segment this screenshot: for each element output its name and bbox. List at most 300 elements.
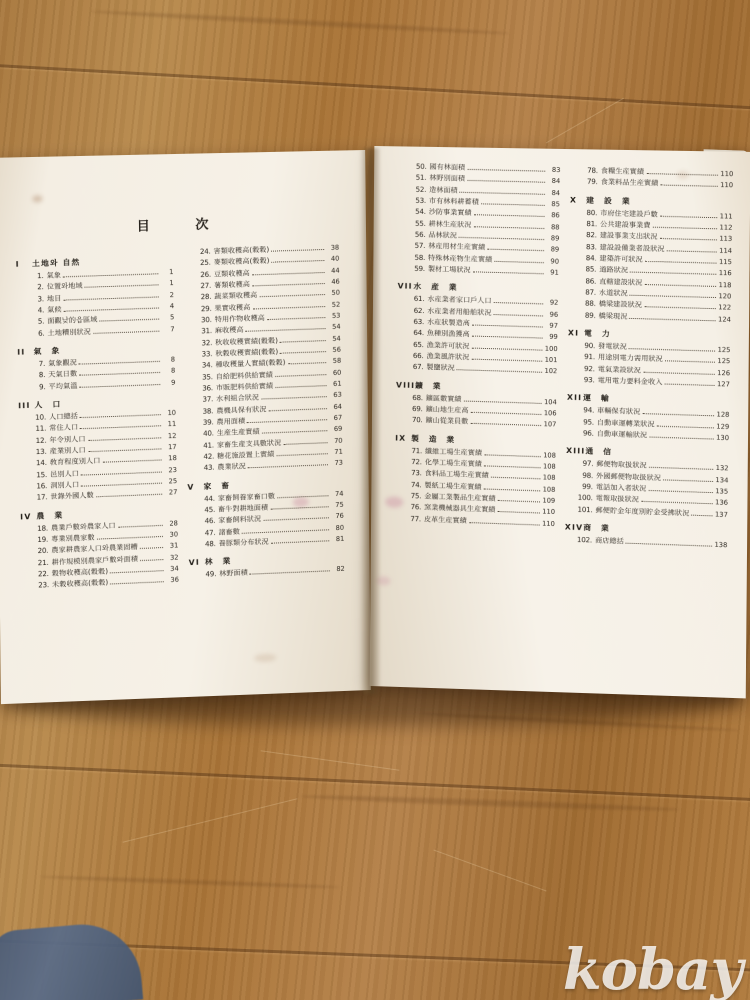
toc-entry-number: 47. — [204, 528, 216, 537]
toc-entry-number: 9. — [38, 382, 46, 391]
toc-entry-number: 26. — [200, 270, 212, 279]
toc-entry-number: 94. — [583, 406, 595, 415]
toc-entry-page: 64 — [333, 402, 343, 411]
toc-leader-dots — [645, 260, 717, 264]
toc-entry-page: 50 — [331, 288, 341, 298]
toc-leader-dots — [271, 248, 324, 252]
toc-entry-number: 89. — [584, 311, 596, 320]
toc-entry-label: 農業狀況 — [217, 462, 247, 472]
toc-entry-label: 食業料品生産實績 — [600, 178, 659, 188]
toc-leader-dots — [85, 284, 159, 288]
toc-entry-label: 郵便物取扱狀況 — [596, 460, 647, 470]
toc-leader-dots — [626, 542, 712, 547]
toc-entry-label: 郵便貯金年度別貯金受拂狀況 — [595, 505, 690, 518]
toc-leader-dots — [691, 513, 712, 516]
toc-entry-label: 造林面積 — [429, 185, 458, 195]
toc-entry-page: 63 — [333, 390, 342, 400]
toc-section-roman: VII — [397, 281, 413, 292]
toc-entry-label: 邑別人口 — [49, 469, 80, 479]
toc-section-name: 建 設 業 — [586, 195, 631, 206]
toc-leader-dots — [268, 407, 327, 411]
toc-entry-page: 8 — [170, 366, 176, 375]
toc-entry-page: 126 — [717, 368, 731, 377]
toc-entry-label: 食糧生産實績 — [600, 166, 645, 177]
toc-entry-page: 36 — [170, 575, 179, 585]
toc-entry-number: 29. — [200, 304, 212, 313]
toc-entry-number: 73. — [411, 469, 422, 478]
toc-entry-number: 11. — [35, 424, 47, 434]
toc-section-roman: IV — [20, 511, 32, 522]
toc-leader-dots — [484, 464, 541, 468]
toc-entry-label: 橋梁現況 — [598, 311, 628, 321]
toc-entry-page: 5 — [169, 313, 175, 322]
toc-entry-number: 39. — [202, 418, 214, 427]
toc-entry-page: 61 — [333, 379, 342, 388]
toc-entry-label: 建設事業支出狀況 — [599, 231, 658, 242]
toc-entry-number: 87. — [585, 288, 597, 297]
toc-entry-number: 12. — [35, 436, 47, 445]
toc-entry-page: 108 — [543, 450, 556, 460]
toc-entry-label: 家畜生産支具數狀況 — [216, 438, 282, 449]
toc-entry-page: 83 — [551, 165, 561, 175]
toc-entry-label: 水産業者家口戶人口 — [427, 295, 492, 306]
toc-entry-page: 28 — [169, 518, 178, 528]
toc-entry-page: 110 — [542, 519, 555, 528]
book-gutter — [360, 148, 380, 694]
toc-section-roman: I — [15, 259, 20, 269]
toc-entry-page: 89 — [550, 234, 560, 243]
toc-entry-page: 101 — [544, 355, 558, 365]
toc-entry-label: 常住人口 — [49, 423, 79, 433]
toc-entry-page: 129 — [716, 422, 730, 431]
toc-entry-label: 橋梁建設狀況 — [598, 300, 643, 310]
toc-entry-number: 95. — [583, 417, 594, 427]
toc-leader-dots — [283, 441, 327, 445]
toc-entry-number: 32. — [201, 338, 213, 347]
toc-leader-dots — [262, 429, 328, 433]
toc-entry-label: 果實收穫高 — [214, 303, 251, 313]
toc-entry-number: 23. — [38, 581, 50, 590]
toc-leader-dots — [276, 452, 327, 456]
toc-leader-dots — [463, 399, 541, 403]
left-page-column-2 — [183, 243, 345, 586]
toc-entry-page: 112 — [719, 223, 733, 232]
paper-stain — [32, 195, 42, 202]
toc-entry-page: 113 — [719, 234, 733, 244]
toc-entry-page: 107 — [543, 420, 557, 429]
toc-entry-page: 54 — [332, 322, 341, 332]
toc-leader-dots — [261, 395, 327, 399]
toc-entry-number: 91. — [584, 353, 595, 362]
toc-entry-label: 麥類收穫高(穀穀) — [213, 257, 270, 267]
toc-leader-dots — [470, 411, 541, 415]
toc-entry-number: 58. — [414, 253, 426, 262]
toc-section-name: 通 信 — [585, 446, 613, 457]
toc-entry-label: 自動車運轉業狀況 — [596, 418, 655, 429]
toc-entry-page: 34 — [170, 564, 179, 573]
toc-leader-dots — [667, 249, 717, 252]
toc-leader-dots — [252, 305, 325, 309]
left-page — [0, 150, 371, 704]
toc-leader-dots — [242, 528, 329, 533]
toc-section-name: 氣 象 — [33, 346, 61, 357]
toc-entry-page: 99 — [549, 333, 558, 342]
toc-entry-number: 80. — [586, 208, 598, 217]
toc-entry-number: 78. — [587, 166, 598, 175]
toc-leader-dots — [63, 272, 158, 277]
toc-entry-page: 124 — [718, 314, 732, 324]
toc-leader-dots — [630, 271, 716, 275]
toc-entry-label: 土地糟別狀況 — [47, 327, 92, 338]
toc-entry-page: 8 — [170, 355, 176, 364]
toc-entry-page: 7 — [170, 324, 175, 333]
toc-leader-dots — [457, 368, 542, 373]
toc-entry-label: 穀物收穫高(穀穀) — [51, 567, 109, 578]
toc-entry-page: 82 — [336, 564, 345, 574]
toc-leader-dots — [473, 270, 544, 274]
toc-entry-page: 90 — [550, 256, 560, 266]
toc-entry-number: 44. — [204, 494, 215, 503]
toc-entry-page: 86 — [551, 211, 560, 220]
toc-entry-page: 40 — [330, 254, 340, 264]
toc-leader-dots — [280, 350, 326, 354]
toc-entry-number: 4. — [37, 306, 45, 315]
toc-entry-page: 92 — [549, 298, 559, 308]
paper-stain — [254, 653, 276, 662]
toc-entry-label: 鑛山地生産高 — [425, 405, 469, 415]
toc-entry-label: 家畜飼養家畜口數 — [217, 491, 276, 503]
toc-entry-label: 面觀낮的읍區域 — [47, 315, 98, 326]
toc-entry-label: 建築許可狀況 — [599, 254, 643, 264]
toc-entry-number: 3. — [37, 294, 44, 304]
toc-section-name: 運 輸 — [583, 393, 610, 404]
toc-entry-number: 72. — [411, 457, 422, 467]
toc-entry — [570, 177, 733, 192]
toc-leader-dots — [474, 213, 545, 217]
toc-entry-page: 110 — [542, 507, 556, 517]
toc-leader-dots — [472, 323, 543, 327]
toc-leader-dots — [263, 517, 329, 522]
toc-entry-number: 76. — [410, 503, 422, 512]
toc-leader-dots — [271, 539, 330, 543]
toc-entry-label: 用途別電力需用狀況 — [597, 353, 663, 364]
toc-entry-label: 天氣日數 — [48, 370, 78, 380]
toc-entry-number: 67. — [412, 363, 424, 372]
toc-entry-page: 31 — [169, 541, 179, 551]
toc-leader-dots — [473, 225, 544, 229]
toc-leader-dots — [470, 422, 541, 426]
toc-entry-label: 皮革生産實績 — [423, 515, 467, 525]
toc-entry-label: 家畜飼料狀況 — [218, 515, 262, 525]
table-scratch — [123, 798, 298, 843]
toc-entry-label: 種收穫量人實績(穀穀) — [215, 358, 286, 370]
toc-entry-page: 56 — [332, 345, 342, 354]
toc-entry-number: 34. — [201, 361, 213, 370]
toc-entry-number: 83. — [585, 242, 597, 252]
toc-entry-label: 窯業機械器具生産實績 — [424, 503, 496, 515]
toc-leader-dots — [657, 424, 714, 428]
toc-leader-dots — [665, 382, 715, 386]
toc-entry-number: 96. — [582, 429, 594, 438]
toc-entry-label: 食料品工場生産實績 — [424, 469, 489, 480]
toc-leader-dots — [641, 500, 713, 504]
toc-entry-label: 水産狀製造高 — [427, 318, 470, 328]
toc-entry-number: 64. — [413, 329, 424, 338]
toc-entry-label: 害類收穫高(穀穀) — [213, 245, 270, 256]
toc-entry-page: 128 — [716, 410, 730, 420]
toc-section-name: 人 口 — [34, 399, 62, 410]
toc-leader-dots — [275, 384, 326, 388]
toc-entry-number: 97. — [582, 459, 594, 469]
toc-entry-number: 99. — [582, 482, 593, 492]
toc-entry-page: 91 — [550, 268, 559, 277]
toc-entry-page: 67 — [333, 413, 343, 422]
toc-leader-dots — [665, 360, 715, 363]
toc-leader-dots — [247, 418, 327, 423]
toc-entry-label: 沙防事業實績 — [428, 208, 472, 218]
toc-entry-label: 産業別人口 — [49, 446, 86, 456]
toc-leader-dots — [644, 283, 716, 287]
table-scratch — [433, 850, 546, 892]
toc-entry-number: 1. — [37, 271, 44, 281]
toc-entry-label: 特殊林産物生産實績 — [428, 253, 493, 264]
toc-entry-label: 未穀收穫高(穀穀) — [51, 578, 109, 590]
toc-entry-page: 53 — [331, 311, 341, 320]
toc-leader-dots — [102, 459, 161, 463]
table-scratch — [261, 750, 400, 770]
toc-entry-label: 畜牛對耕地面積 — [218, 503, 269, 514]
toc-leader-dots — [469, 521, 540, 525]
toc-entry-label: 年令別人口 — [49, 434, 86, 445]
toc-entry-number: 6. — [38, 329, 45, 338]
toc-entry-page: 108 — [542, 462, 556, 471]
toc-leader-dots — [649, 466, 714, 470]
toc-entry-label: 水利組合狀況 — [216, 393, 260, 404]
toc-leader-dots — [140, 558, 163, 561]
toc-entry-number: 20. — [37, 546, 49, 556]
toc-leader-dots — [81, 470, 162, 475]
toc-entry-label: 豆類收穫高 — [213, 269, 250, 279]
toc-entry-label: 秋收收穫實績(穀穀) — [215, 336, 279, 347]
toc-entry-number: 69. — [412, 404, 423, 414]
toc-entry-page: 109 — [542, 496, 556, 505]
toc-entry-page: 127 — [716, 379, 730, 389]
toc-entry-number: 33. — [201, 349, 213, 359]
toc-entry-label: 林野別面積 — [429, 174, 466, 184]
toc-entry-number: 54. — [415, 208, 426, 217]
toc-entry-page: 89 — [550, 245, 560, 254]
toc-entry-label: 農用面積 — [216, 417, 246, 427]
toc-section-name: 水 産 業 — [413, 282, 458, 293]
toc-entry-label: 農家耕農家人口와農業固糟 — [51, 543, 138, 555]
toc-entry-page: 46 — [331, 277, 340, 286]
toc-leader-dots — [494, 301, 544, 304]
toc-leader-dots — [660, 184, 717, 187]
toc-leader-dots — [644, 305, 716, 309]
toc-entry-page: 114 — [719, 246, 733, 255]
toc-entry-label: 化學工場生産實績 — [424, 458, 482, 469]
toc-entry-page: 12 — [167, 431, 177, 440]
toc-entry-number: 21. — [37, 558, 49, 567]
toc-entry-label: 糖花施設置上實績 — [217, 450, 275, 461]
toc-entry-label: 製鹽狀況 — [426, 363, 455, 373]
toc-leader-dots — [80, 425, 161, 430]
toc-leader-dots — [493, 313, 543, 316]
toc-leader-dots — [497, 510, 539, 513]
toc-entry-number: 81. — [586, 219, 598, 229]
toc-leader-dots — [118, 523, 163, 527]
toc-entry-number: 18. — [37, 523, 49, 533]
toc-section-roman: X — [569, 195, 578, 205]
toc-entry-label: 諸畜數 — [218, 527, 241, 537]
toc-entry-page: 96 — [549, 310, 559, 319]
toc-leader-dots — [250, 570, 330, 575]
toc-entry-number: 14. — [35, 459, 47, 468]
toc-leader-dots — [484, 453, 541, 457]
toc-entry-page: 32 — [169, 553, 179, 562]
toc-entry-page: 100 — [544, 344, 558, 353]
toc-leader-dots — [100, 318, 160, 322]
toc-entry-page: 18 — [168, 454, 177, 463]
toc-leader-dots — [494, 259, 544, 262]
toc-entry-number: 19. — [37, 535, 49, 544]
toc-entry-page: 17 — [168, 442, 177, 452]
toc-entry-number: 24. — [199, 247, 211, 256]
toc-entry-page: 137 — [714, 509, 728, 519]
toc-section-roman: XII — [566, 392, 583, 403]
toc-entry-label: 水産業者用船舶狀況 — [427, 306, 492, 317]
toc-entry-number: 25. — [200, 258, 211, 268]
toc-entry-number: 7. — [38, 359, 46, 369]
toc-entry-number: 74. — [410, 480, 422, 489]
toc-section-roman: XIV — [564, 522, 584, 532]
wood-grain — [90, 9, 510, 36]
toc-entry-label: 車輛保有狀況 — [597, 406, 641, 417]
toc-entry-number: 31. — [201, 327, 213, 336]
toc-section-roman: III — [18, 400, 31, 411]
toc-entry-number: 56. — [414, 230, 426, 239]
toc-section-name: 家 畜 — [203, 480, 231, 491]
toc-entry-number: 98. — [582, 471, 594, 480]
toc-entry-label: 鑛區數實績 — [425, 393, 462, 404]
toc-entry-page: 84 — [551, 177, 561, 186]
toc-entry-number: 41. — [203, 441, 214, 450]
toc-leader-dots — [248, 463, 328, 468]
toc-leader-dots — [487, 248, 544, 251]
toc-leader-dots — [270, 505, 329, 509]
toc-entry-page: 125 — [717, 345, 731, 355]
toc-entry-page: 134 — [715, 475, 729, 485]
toc-entry-label: 自動車運輸狀況 — [596, 429, 648, 440]
toc-entry-number: 88. — [585, 299, 596, 309]
toc-entry-number: 30. — [201, 315, 212, 325]
toc-leader-dots — [481, 202, 545, 206]
toc-entry-page: 23 — [168, 465, 178, 474]
toc-section-roman: XI — [567, 328, 580, 338]
toc-entry-page: 1 — [169, 279, 174, 288]
toc-entry-page: 84 — [551, 188, 561, 197]
toc-entry-page: 81 — [335, 534, 345, 543]
toc-entry-label: 敎育程度別人口 — [49, 457, 101, 468]
toc-leader-dots — [272, 259, 325, 263]
toc-leader-dots — [80, 413, 161, 418]
toc-entry-number: 46. — [204, 517, 216, 526]
toc-entry-number: 53. — [415, 196, 427, 205]
toc-entry-number: 37. — [202, 395, 214, 404]
toc-entry-label: 氣象 — [46, 271, 62, 280]
toc-leader-dots — [471, 358, 542, 362]
toc-entry-label: 纖維工場生産實績 — [424, 446, 483, 457]
toc-entry-number: 85. — [585, 265, 597, 274]
toc-entry-number: 50. — [415, 162, 427, 171]
toc-entry-page: 102 — [544, 367, 558, 376]
toc-entry-page: 54 — [332, 334, 341, 343]
right-page — [370, 146, 750, 698]
right-page-contents — [394, 161, 734, 551]
right-page-column-2 — [565, 165, 734, 551]
toc-entry-label: 製紙工場生産實績 — [424, 481, 482, 491]
toc-entry-label: 麻收穫高 — [214, 326, 244, 336]
toc-entry-number: 59. — [414, 264, 425, 274]
toc-entry-label: 專業別農家數 — [51, 533, 95, 544]
toc-leader-dots — [484, 487, 541, 491]
toc-entry-number: 55. — [414, 219, 426, 228]
toc-leader-dots — [467, 168, 545, 172]
toc-entry-label: 生産生産實績 — [216, 427, 260, 438]
toc-entry-number: 45. — [204, 505, 216, 515]
toc-entry-number: 82. — [586, 231, 597, 240]
toc-entry-label: 氣候 — [47, 305, 62, 315]
toc-leader-dots — [79, 360, 160, 365]
toc-leader-dots — [467, 179, 545, 183]
toc-entry-label: 外國郵便物取扱狀況 — [596, 471, 662, 482]
toc-entry-page: 69 — [333, 424, 343, 434]
toc-entry-page: 116 — [718, 269, 732, 278]
toc-entry-label: 鑛山從業員數 — [425, 416, 469, 426]
toc-entry-page: 76 — [335, 511, 344, 521]
toc-entry-page: 44 — [331, 266, 340, 275]
toc-entry-label: 商店總括 — [595, 536, 624, 546]
toc-entry-number: 86. — [585, 276, 597, 286]
toc-entry-label: 特用作物收穫高 — [214, 314, 265, 324]
toc-entry-label: 發電狀況 — [598, 342, 628, 352]
toc-entry-number: 65. — [413, 340, 424, 349]
toc-section-roman: VI — [188, 557, 201, 568]
toc-leader-dots — [649, 435, 714, 439]
toc-entry-page: 115 — [718, 257, 732, 267]
toc-entry-number: 101. — [577, 505, 593, 514]
toc-entry-page: 88 — [550, 222, 560, 232]
toc-leader-dots — [110, 580, 163, 584]
toc-entry-label: 魚種別漁獲高 — [426, 329, 470, 339]
toc-leader-dots — [277, 494, 328, 498]
toc-entry-page: 11 — [167, 419, 177, 429]
toc-entry-label: 蔬菜類收穫高 — [214, 291, 258, 301]
toc-entry-page: 75 — [335, 500, 344, 509]
toc-entry-number: 15. — [36, 470, 48, 479]
toc-leader-dots — [97, 535, 163, 540]
toc-entry-number: 17. — [36, 493, 48, 502]
toc-section-roman: V — [187, 481, 195, 492]
toc-entry-page: 30 — [169, 530, 179, 539]
toc-entry-label: 金屬工業製品生産實績 — [424, 492, 496, 503]
wood-grain — [40, 875, 340, 889]
toc-entry-number: 42. — [203, 452, 215, 461]
toc-entry-page: 120 — [718, 292, 732, 301]
toc-entry-number: 68. — [412, 393, 423, 402]
toc-leader-dots — [646, 172, 718, 176]
toc-entry-page: 85 — [551, 199, 560, 209]
